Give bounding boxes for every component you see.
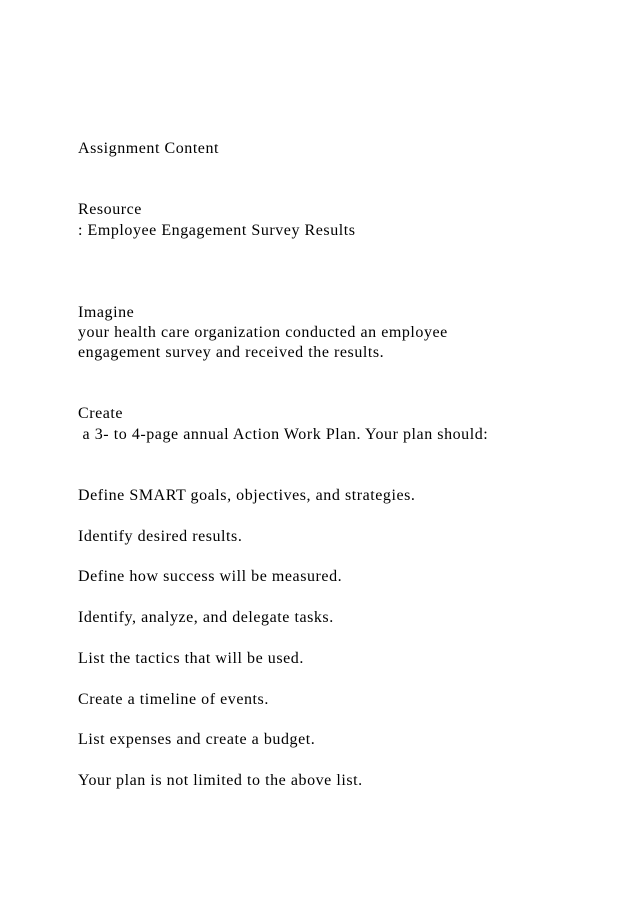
list-item: Create a timeline of events. <box>78 691 269 708</box>
assignment-heading: Assignment Content <box>78 140 220 157</box>
resource-text: : Employee Engagement Survey Results <box>78 222 356 239</box>
create-label: Create <box>78 405 124 422</box>
list-item: Define how success will be measured. <box>78 568 343 585</box>
create-text: a 3- to 4-page annual Action Work Plan. Your plan should: <box>78 426 489 443</box>
resource-label: Resource <box>78 201 142 218</box>
list-item: List the tactics that will be used. <box>78 650 304 667</box>
imagine-line-2: engagement survey and received the results. <box>78 344 385 361</box>
list-item: Define SMART goals, objectives, and strategies. <box>78 487 416 504</box>
list-item: List expenses and create a budget. <box>78 731 316 748</box>
list-item: Identify desired results. <box>78 528 243 545</box>
imagine-label: Imagine <box>78 304 135 321</box>
list-item: Identify, analyze, and delegate tasks. <box>78 609 334 626</box>
imagine-line-1: your health care organization conducted an employee <box>78 324 448 341</box>
list-item: Your plan is not limited to the above list. <box>78 772 363 789</box>
